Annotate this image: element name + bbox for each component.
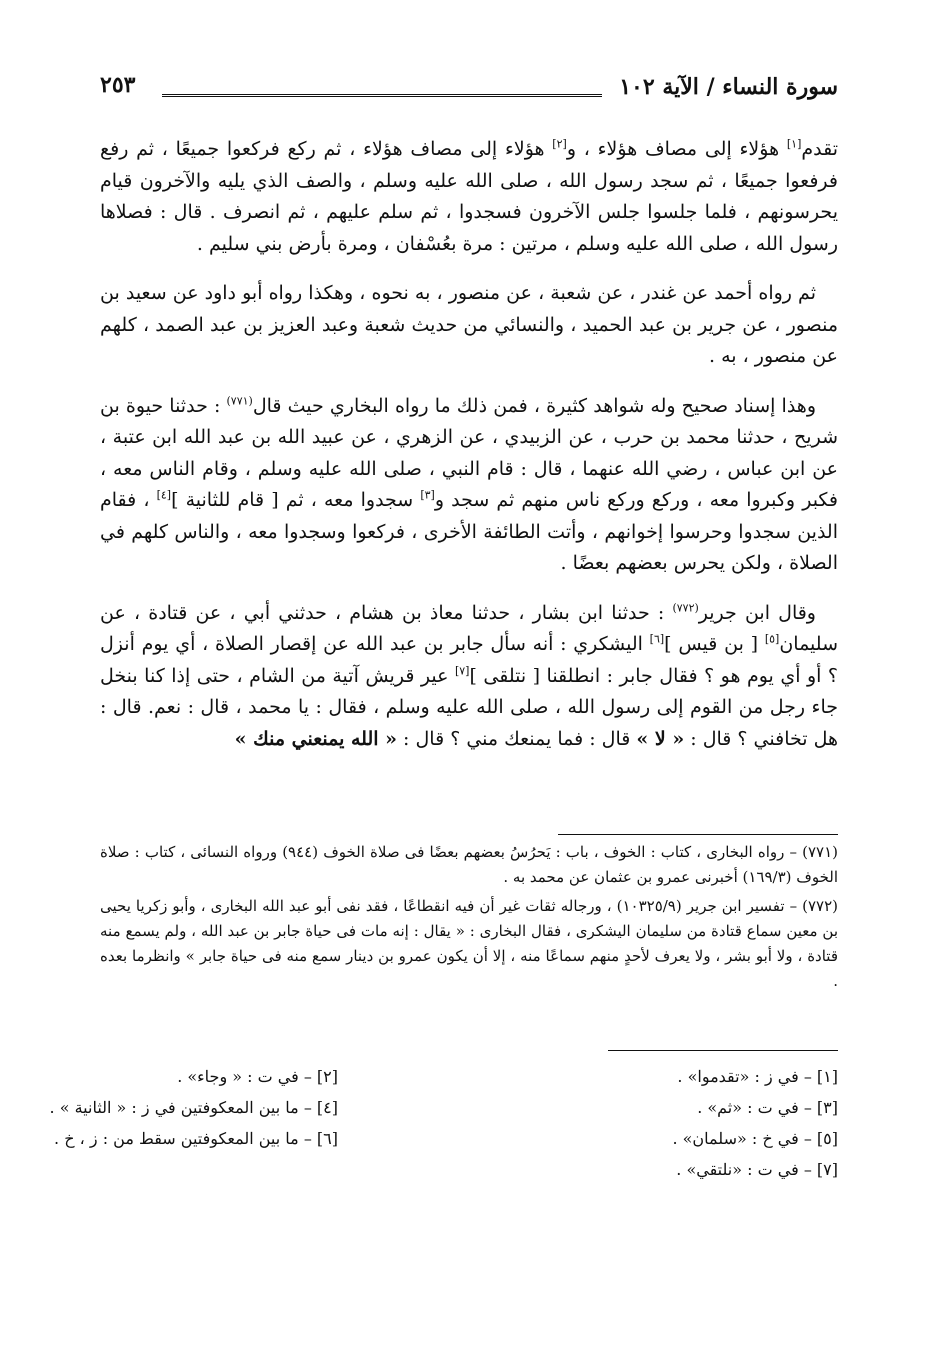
footnote-marker: (٧٧١) xyxy=(226,394,253,408)
header-rule xyxy=(162,94,602,99)
variant-note: [٢] – في ت : « وجاء» . xyxy=(177,1067,338,1086)
footnote-marker: [٢] xyxy=(552,137,567,151)
footnote: (٧٧١) – رواه البخارى ، كتاب : الخوف ، باب : يَحرُسُ بعضهم بعضًا فى صلاة الخوف (٩٤٤) ورواه النسائى ، كتاب : صلاة الخوف (١٦٩/٣) أخبرنى عمرو بن عثمان عن محمد به . xyxy=(100,843,838,886)
main-text xyxy=(100,134,838,773)
variant-note: [٦] – ما بين المعكوفتين سقط من : ز ، خ . xyxy=(54,1129,338,1148)
footnote-marker: [٥] xyxy=(764,632,780,646)
variant-note: [١] – في ز : «تقدموا» . xyxy=(677,1067,838,1086)
text-run: اليشكري : أنه سأل جابر بن عبد الله عن إقصار الصلاة ، أي يوم أنزل ؟ أو أي يوم هو ؟ فقال جابر : انطلقنا [ نتلقى ] xyxy=(100,633,838,687)
text-run: قال : فما يمنعك مني ؟ قال : xyxy=(397,727,637,750)
footnote-marker: [٣] xyxy=(420,488,435,502)
text-run: وهذا إسناد صحيح وله شواهد كثيرة ، فمن ذلك ما رواه البخاري حيث قال xyxy=(252,394,816,417)
variant-note: [٤] – ما بين المعكوفتين في ز : « الثانية » . xyxy=(49,1098,338,1117)
footnotes xyxy=(100,840,838,998)
paragraph xyxy=(100,598,838,756)
footnote-marker: (٧٧٢) xyxy=(672,601,699,615)
footnote-separator xyxy=(558,834,838,835)
variants-separator xyxy=(608,1050,838,1051)
manuscript-variants xyxy=(49,1062,838,1212)
footnote-marker: [١] xyxy=(786,137,802,151)
text-run: هؤلاء إلى مصاف هؤلاء ، و xyxy=(566,138,787,160)
page-header xyxy=(100,70,838,110)
page-number: ٢٥٣ xyxy=(100,72,136,98)
text-run: عير قريش آتية من الشام ، حتى إذا كنا بنخل جاء رجل من القوم إلى رسول الله ، صلى الله عليه وسلم ، فقال : يا محمد ، قال : نعم. قال : هل تخافني ؟ قال : xyxy=(100,664,838,750)
text-run: سجدوا معه ، ثم [ قام للثانية ] xyxy=(171,489,421,511)
text-run: تقدم xyxy=(801,138,838,160)
text-run: وقال ابن جرير xyxy=(698,601,816,624)
text-run: [ بن قيس ] xyxy=(664,633,765,655)
variant-note: [٧] – في ت : «نلتقي» . xyxy=(676,1160,838,1179)
paragraph xyxy=(100,278,838,373)
footnote: (٧٧٢) – تفسير ابن جرير (١٠٣٢٥/٩) ، ورجاله ثقات غير أن فيه انقطاعًا ، فقد نفى أبو عبد الله البخارى ، وأبو زكريا يحيى بن معين سماع قتادة من سليمان اليشكرى ، فقال البخارى : « يقال : إنه مات فى حياة جابر بن عبد الله ، ولم يسمع منه قتادة ، ولا أبو بشر ، ولا يعرف لأحدٍ منهم سماعًا منه ، إلا أن يكون عمرو بن دينار سمع منه فى حياة جابر » وانظرما بعده . xyxy=(100,897,838,990)
variant-note: [٣] – في ت : «ثم» . xyxy=(697,1098,838,1117)
text-run: ثم رواه أحمد عن غندر ، عن شعبة ، عن منصور ، به نحوه ، وهكذا رواه أبو داود عن سعيد بن منصور ، عن جرير بن عبد الحميد ، والنسائي من حديث شعبة وعبد العزيز بن عبد الصمد ، كلهم عن منصور ، به . xyxy=(100,282,838,367)
variants-column-left xyxy=(0,1062,338,1155)
text-run: هؤلاء إلى مصاف هؤلاء ، ثم ركع فركعوا جميعًا ، ثم رفع فرفعوا جميعًا ، ثم سجد رسول الله ، صلى الله عليه وسلم ، والصف الذي يليه والآخرون قيام يحرسونهم ، فلما جلسوا جلس الآخرون فسجدوا ، ثم سلم عليهم ، ثم انصرف . قال : فصلاها رسول الله ، صلى الله عليه وسلم ، مرتين : مرة بعُسْفان ، ومرة بأرض بني سليم . xyxy=(100,138,838,255)
text-run: : حدثنا ابن بشار ، حدثنا معاذ بن هشام ، حدثني أبي ، عن قتادة ، عن سليمان xyxy=(100,601,838,655)
text-run: ، فقام الذين سجدوا وحرسوا إخوانهم ، وأتت الطائفة الأخرى ، فركعوا وسجدوا معه ، والناس كلهم في الصلاة ، ولكن يحرس بعضهم بعضًا . xyxy=(100,489,838,574)
variant-note: [٥] – في خ : «سلمان» . xyxy=(672,1129,838,1148)
paragraph xyxy=(100,391,838,580)
footnote-marker: [٧] xyxy=(454,664,470,678)
footnote-marker: [٦] xyxy=(649,632,665,646)
footnote-marker: [٤] xyxy=(156,488,172,502)
text-run: : حدثنا حيوة بن شريح ، حدثنا محمد بن حرب ، عن الزبيدي ، عن الزهري ، عن عبيد الله بن عبد الله ابن عتبة ، عن ابن عباس ، رضي الله عنهما ، قال : قام النبي ، صلى الله عليه وسلم ، وقام الناس معه ، فكبر وكبروا معه ، وركع وركع ناس منهم ثم سجد و xyxy=(100,394,838,511)
paragraph xyxy=(100,134,838,260)
emphasized-text: « الله يمنعني منك » xyxy=(234,727,398,750)
emphasized-text: « لا » xyxy=(636,727,685,750)
running-title: سورة النساء / الآية ١٠٢ xyxy=(619,74,838,100)
variants-column-right xyxy=(438,1062,838,1186)
